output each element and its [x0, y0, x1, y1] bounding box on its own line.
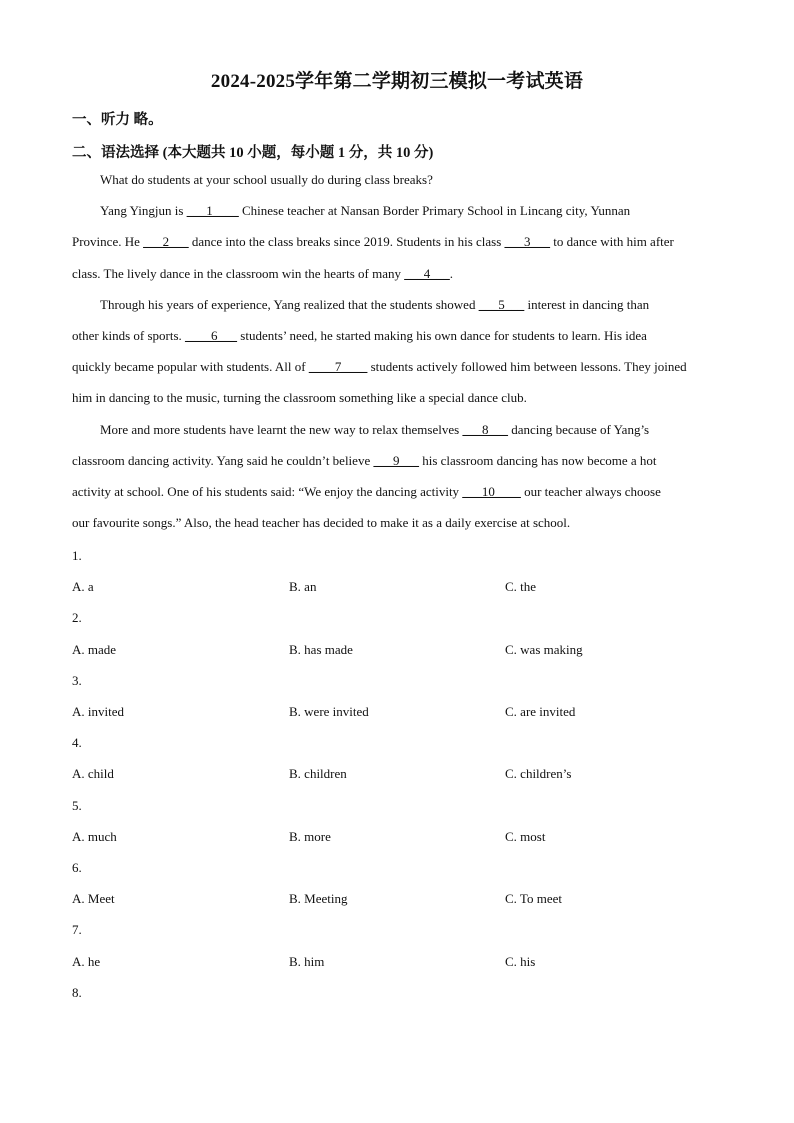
answer-option: A. invited: [72, 704, 124, 719]
passage-text: quickly became popular with students. All of: [72, 359, 309, 375]
answer-option: B. him: [289, 953, 325, 969]
answer-blank: ___3___: [504, 234, 551, 250]
answer-option: B. more: [289, 828, 331, 844]
paragraph-3: [72, 414, 722, 539]
passage-text: our teacher always choose: [520, 484, 661, 500]
passage-text: other kinds of sports.: [72, 328, 186, 344]
answer-option: B. were invited: [289, 704, 369, 719]
question-number: 3.: [72, 672, 82, 688]
answer-option: B. has made: [289, 641, 353, 657]
answer-option: A. a: [72, 579, 94, 595]
passage-text: his classroom dancing has now become a hot: [418, 452, 657, 468]
question-number: 4.: [72, 735, 82, 751]
question-number: 1.: [72, 548, 82, 563]
answer-blank: ___8___: [462, 421, 508, 437]
passage-text: Yang Yingjun is: [100, 203, 187, 219]
answer-option: B. an: [289, 579, 317, 595]
passage-intro: What do students at your school usually do during class breaks?: [100, 172, 433, 187]
page-title: 2024-2025学年第二学期初三模拟一考试英语: [210, 71, 584, 92]
passage-text: dancing because of Yang’s: [507, 421, 650, 437]
passage-text: class. The lively dance in the classroom win the hearts of many: [72, 265, 405, 281]
passage-line: [72, 258, 722, 289]
paragraph-1: [72, 195, 722, 289]
answer-option: C. the: [505, 579, 537, 595]
passage-text: classroom dancing activity. Yang said he couldn’t believe: [72, 452, 374, 468]
passage-text: students’ need, he started making his own dance for students to learn. His idea: [237, 328, 647, 344]
answer-option: B. Meeting: [289, 891, 348, 907]
passage-text: .: [449, 265, 453, 281]
answer-option: C. his: [505, 953, 536, 969]
passage-text: our favourite songs.” Also, the head teacher has decided to make it as a daily exercise at school.: [72, 515, 571, 531]
passage-text: him in dancing to the music, turning the classroom something like a special dance club.: [72, 390, 527, 406]
answer-option: C. most: [505, 828, 546, 844]
paragraph-2: [72, 289, 722, 414]
answer-option: C. children’s: [505, 766, 572, 782]
answer-option: A. child: [72, 766, 114, 782]
passage: [72, 164, 722, 538]
passage-line: [72, 476, 722, 507]
answer-blank: ___1____: [186, 203, 239, 219]
passage-line: [72, 414, 722, 445]
answer-option: A. he: [72, 953, 101, 969]
answer-option: C. To meet: [505, 891, 562, 907]
answer-option: B. children: [289, 766, 347, 782]
passage-line: [72, 507, 722, 538]
passage-text: Chinese teacher at Nansan Border Primary School in Lincang city, Yunnan: [238, 203, 631, 219]
passage-text: to dance with him after: [550, 234, 674, 250]
answer-blank: ____6___: [185, 328, 238, 344]
section-listening: 一、听力 略。: [72, 112, 163, 128]
passage-text: Province. He: [72, 234, 144, 250]
passage-line: [72, 289, 722, 320]
section-grammar: 二、语法选择 (本大题共 10 小题，每小题 1 分，共 10 分): [72, 145, 434, 161]
question-number: 5.: [72, 797, 82, 813]
answer-blank: ___2___: [143, 234, 189, 250]
passage-line: [72, 382, 722, 413]
answer-option: C. are invited: [505, 704, 576, 719]
answer-blank: ____7____: [308, 359, 368, 375]
question-number: 8.: [72, 984, 82, 1000]
passage-text: Through his years of experience, Yang realized that the students showed: [100, 296, 479, 312]
answer-option: A. Meet: [72, 891, 115, 907]
answer-blank: ___5___: [478, 296, 525, 312]
answer-blank: ___9___: [373, 452, 419, 468]
passage-line: [72, 445, 722, 476]
passage-line: [72, 226, 722, 257]
question-number: 2.: [72, 610, 82, 626]
passage-text: interest in dancing than: [524, 296, 650, 312]
passage-line: [72, 320, 722, 351]
answer-option: C. was making: [505, 641, 583, 657]
passage-text: dance into the class breaks since 2019. Students in his class: [188, 234, 505, 250]
question-number: 6.: [72, 860, 82, 875]
passage-text: activity at school. One of his students said: “We enjoy the dancing activity: [72, 484, 463, 500]
answer-option: A. much: [72, 828, 117, 844]
passage-line: [72, 351, 722, 382]
answer-option: A. made: [72, 641, 117, 657]
passage-text: More and more students have learnt the new way to relax themselves: [100, 421, 463, 437]
question-number: 7.: [72, 922, 82, 938]
answer-blank: ___4___: [404, 265, 450, 281]
passage-text: students actively followed him between lessons. They joined: [367, 359, 687, 375]
passage-line: [72, 195, 722, 226]
answer-blank: ___10____: [462, 484, 521, 500]
